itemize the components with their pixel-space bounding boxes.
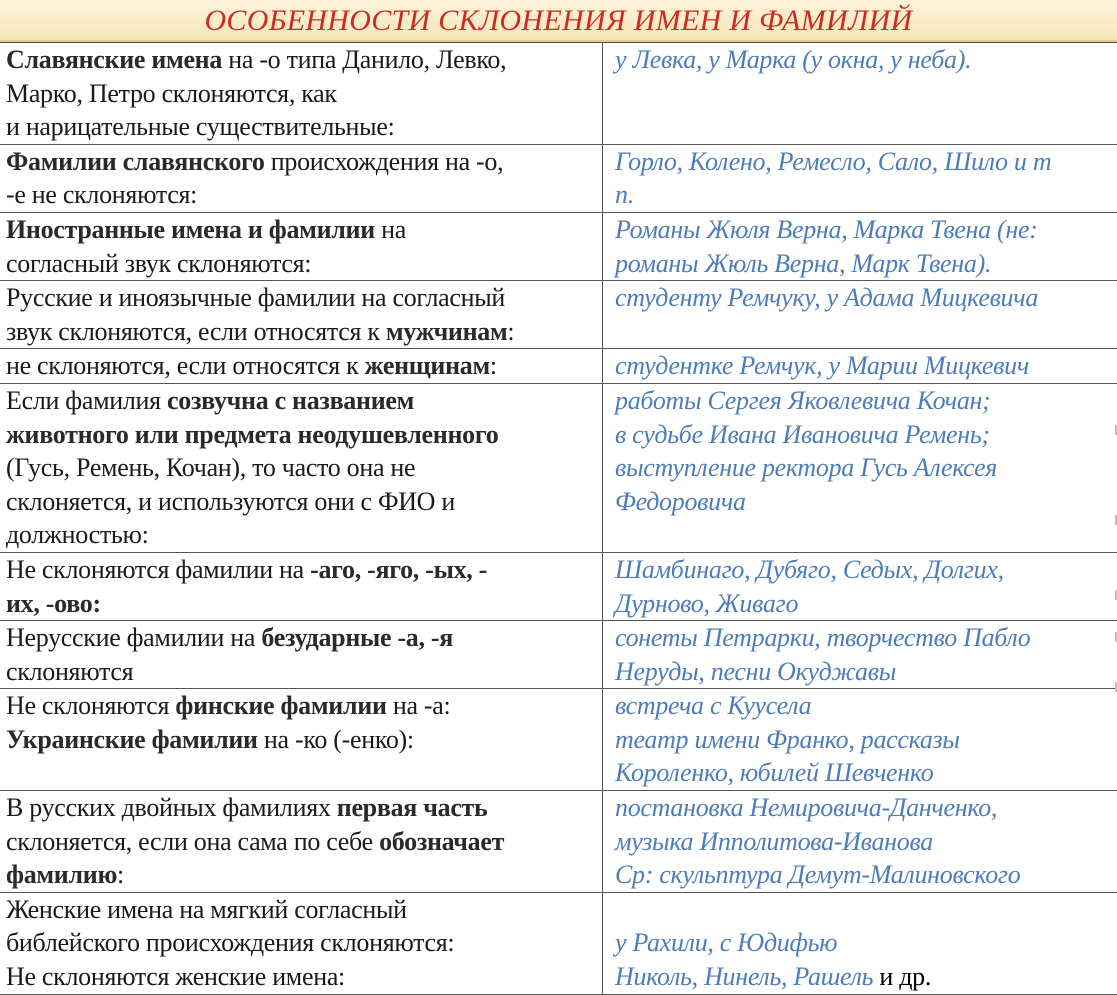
text-run: сонеты Петрарки, творчество Пабло [615,623,1030,652]
example-cell [603,791,1117,893]
text-run: Шамбинаго, Дубяго, Седых, Долгих, [615,555,1004,584]
text-run: Женские имена на мягкий согласный [6,895,407,924]
text-run: работы Сергея Яковлевича Кочан; [615,386,990,415]
example-cell [603,144,1117,212]
text-run: на -о типа Данило, Левко, [222,45,506,74]
edge-tick-mark [1111,590,1117,600]
example-cell [603,621,1117,689]
rule-cell [0,144,603,212]
rule-cell [0,383,603,552]
table-row [0,552,1117,620]
table-row [0,349,1117,384]
text-run: не склоняются, если относятся к [6,351,365,380]
table-row [0,621,1117,689]
table-row [0,281,1117,349]
bold-text: финские фамилии [175,691,386,720]
text-run: п. [615,180,634,209]
text-line [615,825,1117,859]
text-run: на [375,215,406,244]
text-line [6,893,602,927]
rule-cell [0,281,603,349]
text-run: склоняются [6,657,133,686]
example-cell [603,281,1117,349]
text-run: на -ко (-енко): [258,725,414,754]
table-row [0,689,1117,791]
text-run: (Гусь, Ремень, Кочан), то часто она не [6,453,415,482]
text-line [6,926,602,960]
bold-text: мужчинам [386,317,508,346]
text-run: Марко, Петро склоняются, как [6,79,337,108]
text-run: должностью: [6,520,149,549]
text-line [6,723,602,757]
text-run: Горло, Колено, Ремесло, Сало, Шило и т [615,147,1051,176]
bold-text: Славянские имена [6,45,222,74]
text-run: романы Жюль Верна, Марк Твена). [615,249,991,278]
text-run: -е не склоняются: [6,180,197,209]
text-line [615,178,1117,212]
text-line [6,655,602,689]
text-line [6,281,602,315]
text-line [6,77,602,111]
text-line [615,553,1117,587]
text-line [615,384,1117,418]
text-line [615,791,1117,825]
text-run: происхождения на -о, [265,147,504,176]
text-run: Ср: скульптура Демут-Малиновского [615,860,1020,889]
rule-cell [0,43,603,145]
text-line [6,43,602,77]
edge-tick-mark [1111,425,1117,435]
text-line [6,518,602,552]
bold-text: безударные -а, -я [261,623,453,652]
text-run: : [507,317,514,346]
text-line [6,587,602,621]
text-line [6,247,602,281]
text-line [6,553,602,587]
table-row [0,144,1117,212]
text-line [6,349,602,383]
bold-text: первая часть [337,793,488,822]
text-run: Не склоняются женские имена: [6,962,345,991]
rule-cell [0,349,603,384]
text-run: склоняется, и используются они с ФИО и [6,487,455,516]
text-run: В русских двойных фамилиях [6,793,337,822]
text-line [615,213,1117,247]
text-run: Русские и иноязычные фамилии на согласный [6,283,505,312]
edge-tick-mark [1111,632,1117,642]
table-row [0,212,1117,280]
text-run: встреча с Куусела [615,691,811,720]
text-line [6,825,602,859]
text-line [615,756,1117,790]
text-line [6,485,602,519]
rule-cell [0,552,603,620]
text-run: у Левка, у Марка (у окна, у неба). [615,45,971,74]
example-cell [603,892,1117,994]
text-run: склоняется, если она сама по себе [6,827,379,856]
text-line [6,315,602,349]
text-run: Не склоняются фамилии на [6,555,310,584]
text-run: постановка Немировича-Данченко, [615,793,997,822]
example-cell [603,43,1117,145]
rule-cell [0,892,603,994]
declension-rules-table [0,42,1117,995]
text-run: и нарицательные существительные: [6,112,395,141]
text-line [6,213,602,247]
bold-text: животного или предмета неодушевленного [6,420,498,449]
text-line [615,281,1117,315]
rule-cell [0,621,603,689]
text-line [615,689,1117,723]
edge-tick-mark [1111,682,1117,692]
example-cell [603,552,1117,620]
text-line [6,621,602,655]
bold-text: Украинские фамилии [6,725,258,754]
text-line [6,110,602,144]
bold-text: Иностранные имена и фамилии [6,215,375,244]
text-line [6,960,602,994]
text-run: на -а: [387,691,451,720]
example-cell [603,383,1117,552]
text-line [615,960,1117,994]
text-run: музыка Ипполитова-Иванова [615,827,933,856]
text-run: Романы Жюля Верна, Марка Твена (не: [615,215,1038,244]
text-run: и др. [873,962,931,991]
text-run: Николь, Нинель, Рашель [615,962,873,991]
text-line [6,178,602,212]
text-line [615,451,1117,485]
text-line [6,858,602,892]
text-run: : [117,860,124,889]
text-line [615,247,1117,281]
text-line [615,723,1117,757]
text-run: Неруды, песни Окуджавы [615,657,896,686]
text-run: Федоровича [615,487,746,516]
table-row [0,43,1117,145]
text-run: звук склоняются, если относятся к [6,317,386,346]
example-cell [603,689,1117,791]
text-line [615,926,1117,960]
bold-text: женщинам [365,351,490,380]
text-line [6,689,602,723]
rule-cell [0,791,603,893]
text-line [615,43,1117,77]
text-line [615,145,1117,179]
text-run: Нерусские фамилии на [6,623,261,652]
text-run: библейского происхождения склоняются: [6,928,454,957]
text-line [615,349,1117,383]
bold-text: их, -ово: [6,589,101,618]
edge-tick-mark [1111,515,1117,525]
text-line [615,485,1117,519]
text-run: согласный звук склоняются: [6,249,311,278]
text-line [6,791,602,825]
text-line [6,451,602,485]
table-row [0,892,1117,994]
text-run: Короленко, юбилей Шевченко [615,758,933,787]
text-run: выступление ректора Гусь Алексея [615,453,997,482]
bold-text: фамилию [6,860,117,889]
text-line [615,418,1117,452]
title-banner [0,0,1117,42]
text-run: : [490,351,497,380]
text-line [6,145,602,179]
bold-text: созвучна с названием [167,386,414,415]
text-run: театр имени Франко, рассказы [615,725,960,754]
rule-cell [0,212,603,280]
text-line [615,587,1117,621]
text-run: студенту Ремчуку, у Адама Мицкевича [615,283,1038,312]
bold-text: -аго, -яго, -ых, - [310,555,487,584]
text-run: студентке Ремчук, у Марии Мицкевич [615,351,1029,380]
bold-text: Фамилии славянского [6,147,265,176]
page-title: ОСОБЕННОСТИ СКЛОНЕНИЯ ИМЕН И ФАМИЛИЙ [204,0,912,42]
text-run: у Рахили, с Юдифью [615,928,837,957]
text-run: в судьбе Ивана Ивановича Ремень; [615,420,990,449]
text-line [615,893,1117,927]
table-row [0,383,1117,552]
bold-text: обозначает [379,827,504,856]
text-run: Если фамилия [6,386,167,415]
text-run: Не склоняются [6,691,175,720]
example-cell [603,349,1117,384]
text-line [615,655,1117,689]
text-line [615,621,1117,655]
text-line [6,418,602,452]
rule-cell [0,689,603,791]
example-cell [603,212,1117,280]
text-line [615,858,1117,892]
table-row [0,791,1117,893]
text-line [6,384,602,418]
text-run: Дурново, Живаго [615,589,798,618]
